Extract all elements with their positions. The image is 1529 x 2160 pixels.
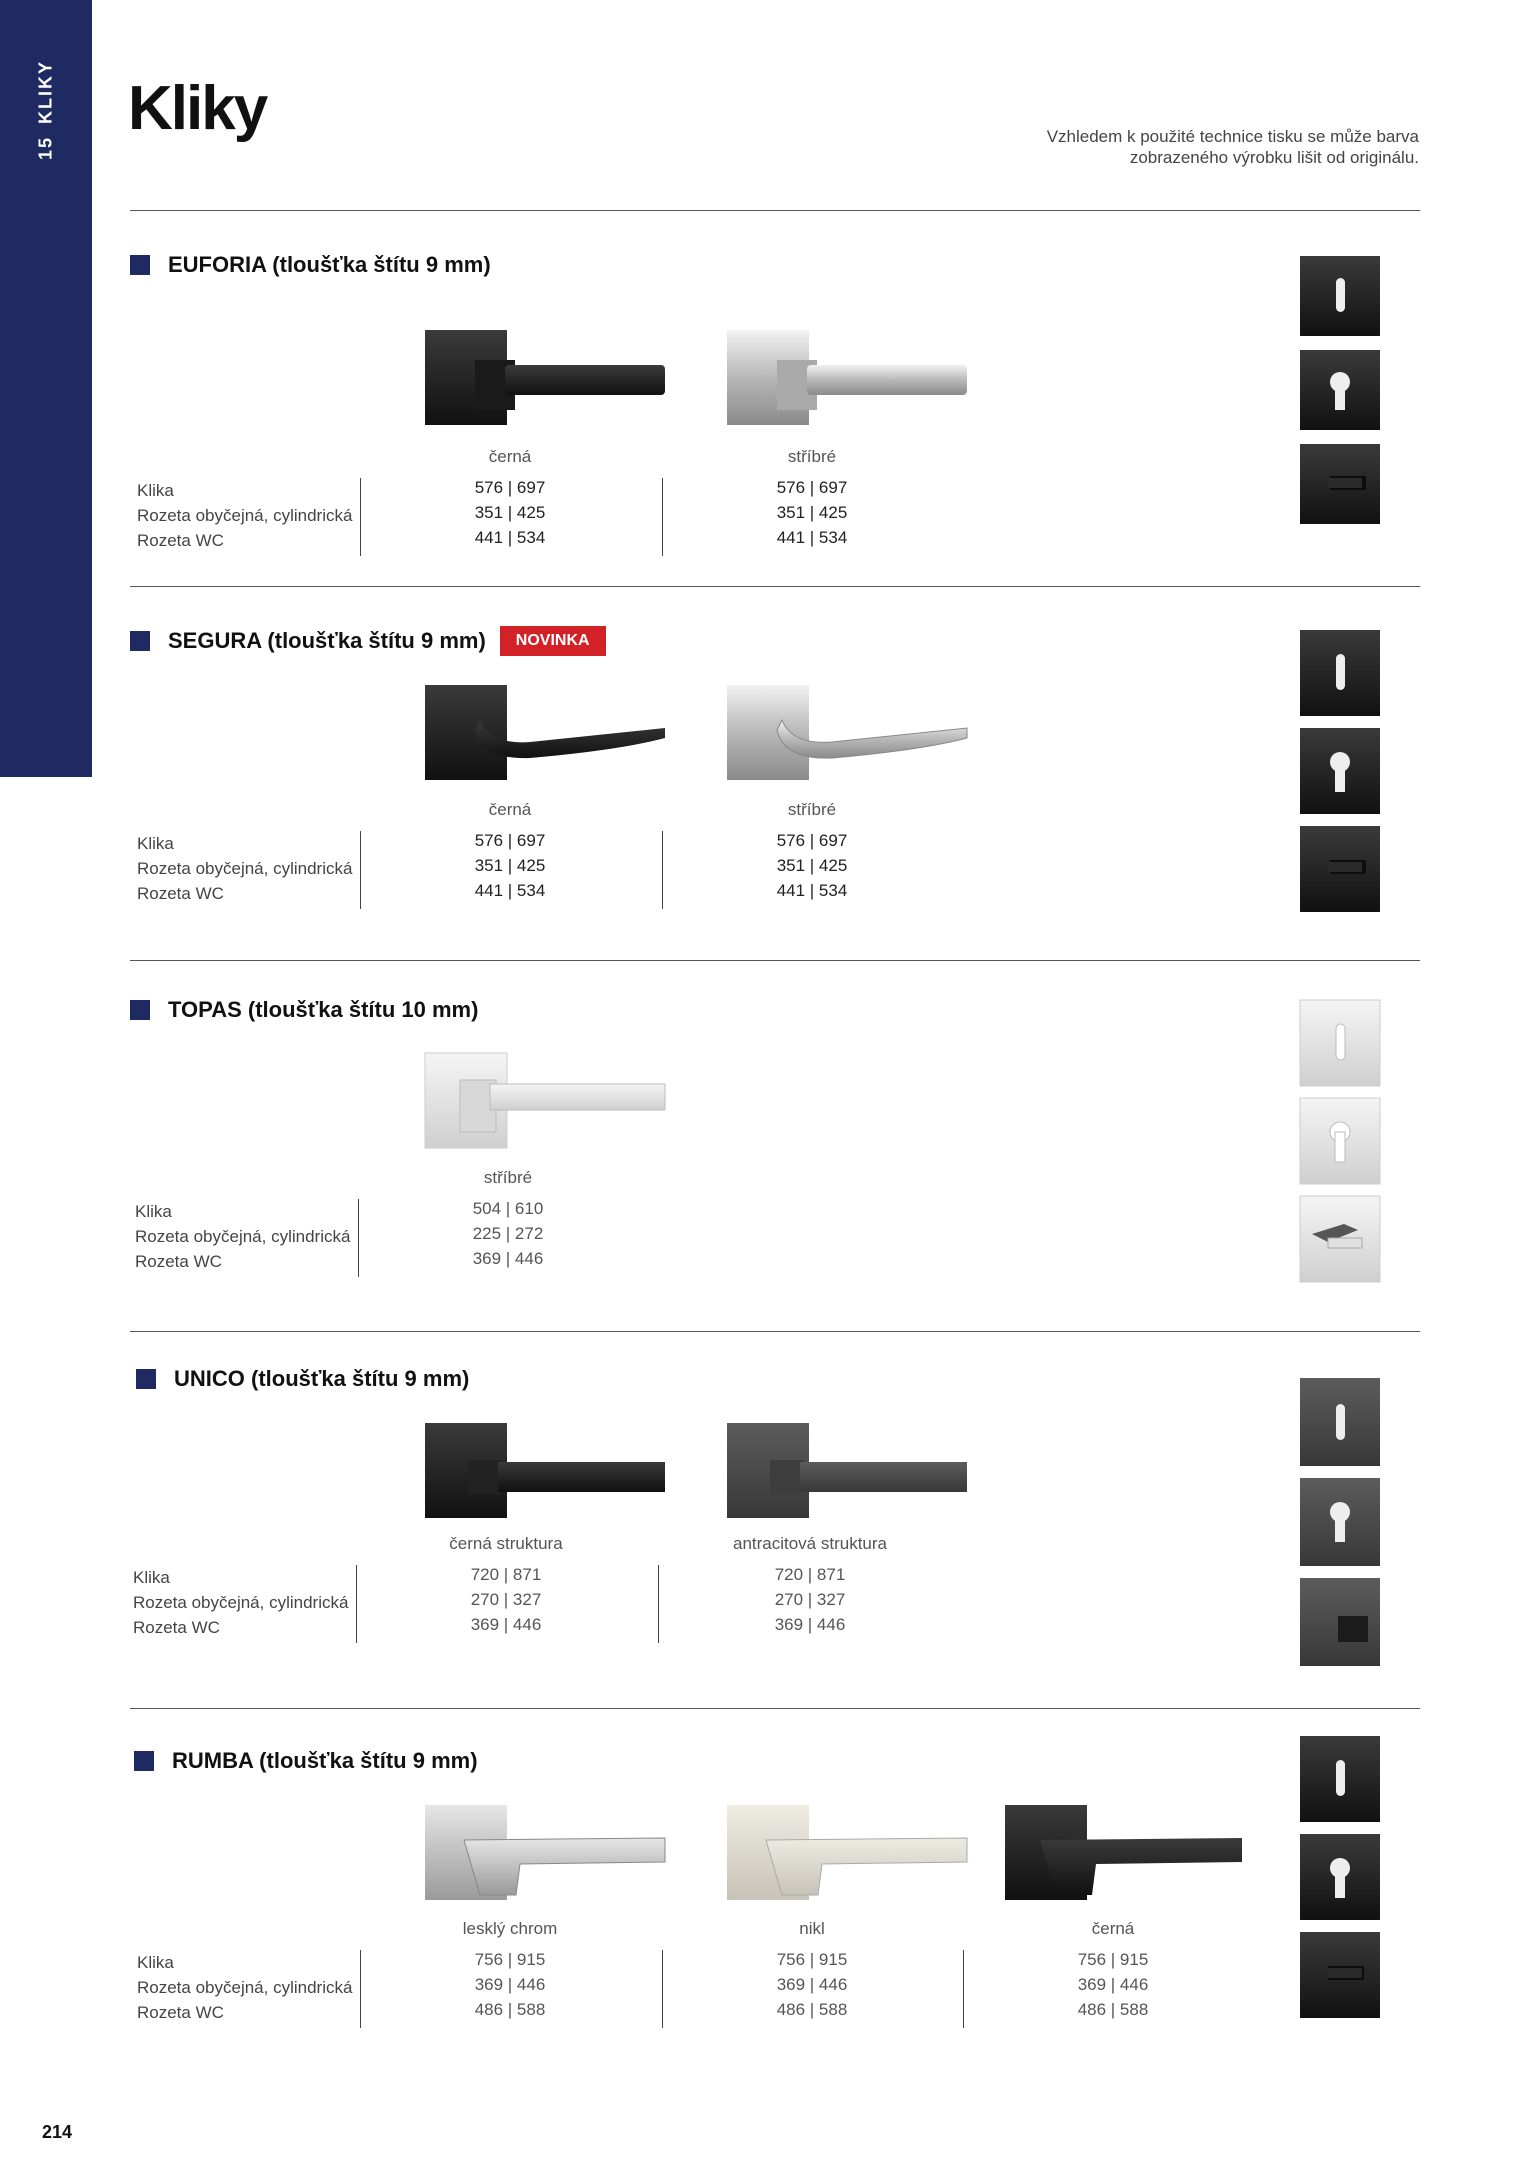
rosettes-rumba: [1298, 1734, 1388, 2028]
keyhole-rosette-icon: [1298, 998, 1384, 1088]
chapter-label: 15KLIKY: [35, 59, 56, 161]
column-divider: [360, 478, 361, 556]
cylinder-rosette-icon: [1298, 726, 1384, 816]
section-title-euforia: EUFORIA (tloušťka štítu 9 mm): [130, 252, 491, 278]
handle-image-segura-black: [420, 680, 670, 790]
row-labels: Klika Rozeta obyčejná, cylindrická Rozeta WC: [137, 1953, 353, 2022]
section-marker-icon: [130, 1000, 150, 1020]
handle-image-unico-black: [420, 1418, 670, 1528]
cylinder-rosette-icon: [1298, 348, 1384, 434]
section-marker-icon: [136, 1369, 156, 1389]
column-divider: [358, 1199, 359, 1277]
page-number: 214: [42, 2122, 73, 2142]
rosettes-unico: [1298, 1376, 1388, 1676]
rosettes-segura: [1298, 628, 1388, 922]
new-badge: NOVINKA: [500, 626, 606, 656]
keyhole-rosette-icon: [1298, 254, 1384, 340]
divider: [130, 960, 1420, 961]
divider: [130, 586, 1420, 587]
section-title-segura: SEGURA (tloušťka štítu 9 mm) NOVINKA: [130, 626, 606, 656]
column-divider: [658, 1565, 659, 1643]
cylinder-rosette-icon: [1298, 1096, 1384, 1186]
handle-image-topas-silver: [420, 1048, 670, 1158]
divider: [130, 210, 1420, 211]
row-labels: Klika Rozeta obyčejná, cylindrická Rozeta WC: [135, 1202, 351, 1271]
handle-image-rumba-chrome: [420, 1800, 670, 1910]
section-marker-icon: [130, 255, 150, 275]
variant-unico-anthracite-structure: antracitová struktura 720 | 871 270 | 327 369 | 446: [732, 1534, 887, 1634]
cylinder-rosette-icon: [1298, 1832, 1384, 1922]
variant-segura-black: černá 576 | 697 351 | 425 441 | 534: [474, 800, 546, 900]
wc-rosette-icon: [1298, 1194, 1384, 1284]
column-divider: [356, 1565, 357, 1643]
keyhole-rosette-icon: [1298, 628, 1384, 718]
variant-rumba-black: černá 756 | 915 369 | 446 486 | 588: [1077, 1919, 1149, 2019]
column-divider: [360, 831, 361, 909]
section-title-topas: TOPAS (tloušťka štítu 10 mm): [130, 997, 478, 1023]
handle-image-rumba-black: [1000, 1800, 1250, 1910]
handle-image-unico-anthracite: [722, 1418, 972, 1528]
variant-rumba-nickel: nikl 756 | 915 369 | 446 486 | 588: [776, 1919, 848, 2019]
rosettes-euforia: [1298, 254, 1388, 536]
row-labels: Klika Rozeta obyčejná, cylindrická Rozeta WC: [133, 1568, 349, 1637]
keyhole-rosette-icon: [1298, 1376, 1384, 1468]
handle-image-euforia-silver: [722, 325, 972, 435]
handle-image-euforia-black: [420, 325, 670, 435]
sidebar: [0, 0, 92, 777]
print-note: Vzhledem k použité technice tisku se může barva zobrazeného výrobku lišit od originálu.: [1046, 127, 1419, 167]
variant-segura-silver: stříbré 576 | 697 351 | 425 441 | 534: [776, 800, 848, 900]
divider: [130, 1708, 1420, 1709]
section-marker-icon: [134, 1751, 154, 1771]
wc-rosette-icon: [1298, 824, 1384, 914]
column-divider: [662, 831, 663, 909]
section-title-unico: UNICO (tloušťka štítu 9 mm): [136, 1366, 469, 1392]
rosettes-topas: [1298, 998, 1388, 1292]
column-divider: [360, 1950, 361, 2028]
section-title-rumba: RUMBA (tloušťka štítu 9 mm): [134, 1748, 478, 1774]
keyhole-rosette-icon: [1298, 1734, 1384, 1824]
column-divider: [662, 478, 663, 556]
wc-rosette-icon: [1298, 442, 1384, 528]
cylinder-rosette-icon: [1298, 1476, 1384, 1568]
variant-euforia-black: černá 576 | 697 351 | 425 441 | 534: [474, 447, 546, 547]
handle-image-segura-silver: [722, 680, 972, 790]
column-divider: [662, 1950, 663, 2028]
divider: [130, 1331, 1420, 1332]
variant-topas-silver: stříbré 504 | 610 225 | 272 369 | 446: [472, 1168, 544, 1268]
variant-rumba-chrome: lesklý chrom 756 | 915 369 | 446 486 | 588: [462, 1919, 558, 2019]
wc-rosette-icon: [1298, 1930, 1384, 2020]
wc-rosette-icon: [1298, 1576, 1384, 1668]
row-labels: Klika Rozeta obyčejná, cylindrická Rozeta WC: [137, 834, 353, 903]
page-title: Kliky: [128, 74, 267, 143]
variant-unico-black-structure: černá struktura 720 | 871 270 | 327 369 | 446: [449, 1534, 563, 1634]
section-marker-icon: [130, 631, 150, 651]
handle-image-rumba-nickel: [722, 1800, 972, 1910]
row-labels: Klika Rozeta obyčejná, cylindrická Rozeta WC: [137, 481, 353, 550]
variant-euforia-silver: stříbré 576 | 697 351 | 425 441 | 534: [776, 447, 848, 547]
column-divider: [963, 1950, 964, 2028]
